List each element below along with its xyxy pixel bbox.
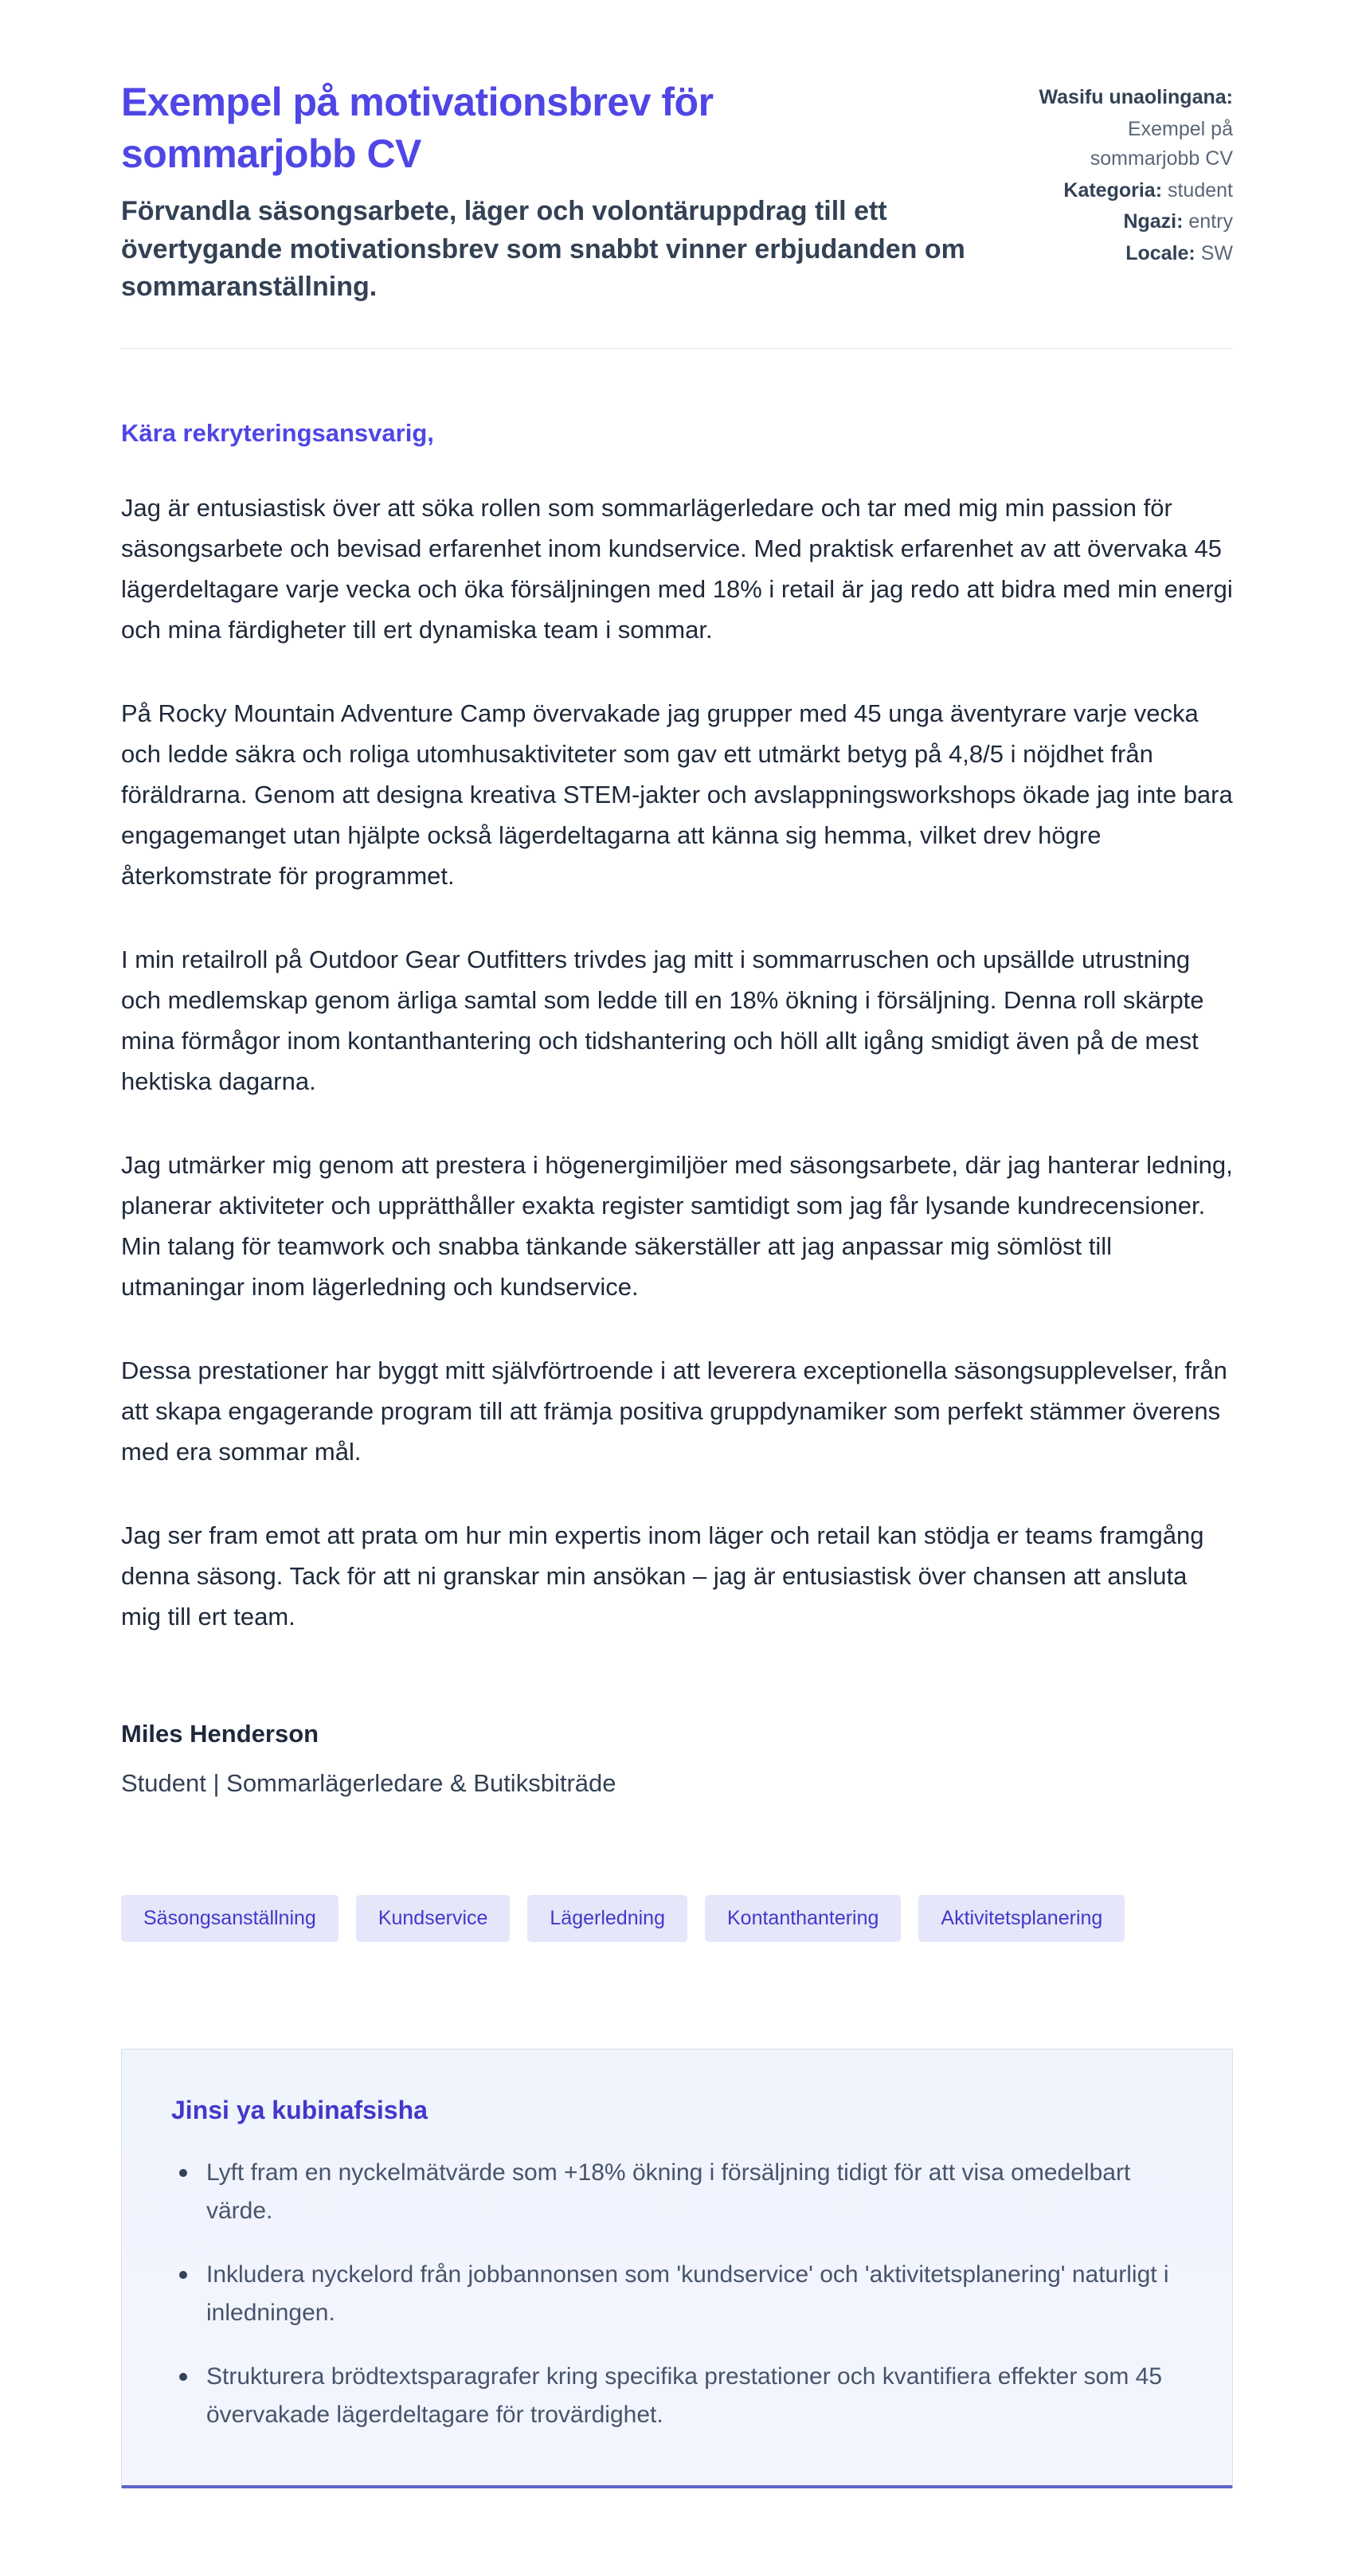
page-title: Exempel på motivationsbrev för sommarjobb CV <box>121 80 714 176</box>
tip-item-2: Inkludera nyckelord från jobbannonsen som 'kundservice' och 'aktivitetsplanering' naturligt i inledningen. <box>171 2256 1183 2332</box>
letter-paragraph-6: Jag ser fram emot att prata om hur min expertis inom läger och retail kan stödja er teams framgång denna säsong. Tack för att ni granskar min ansökan – jag är entusiastisk över chansen att ansluta mig till ert team. <box>121 1521 1204 1631</box>
letter-greeting: Kära rekryteringsansvarig, <box>121 418 434 447</box>
meta-locale <box>1026 239 1233 269</box>
meta-level-value: entry <box>1188 210 1233 233</box>
meta-matching-label: Wasifu unaolingana: <box>1039 86 1233 108</box>
letter-paragraph-5: Dessa prestationer har byggt mitt självförtroende i att leverera exceptionella säsongsupplevelser, från att skapa engagerande program till att främja positiva gruppdynamiker som perfekt stämmer överens med era sommar mål. <box>121 1356 1227 1466</box>
tag-badge-cash-handling: Kontanthantering <box>705 1895 901 1942</box>
header-left <box>121 76 970 307</box>
tip-item-3: Strukturera brödtextsparagrafer kring specifika prestationer och kvantifiera effekter som 45 övervakade lägerdeltagare för trovärdighet. <box>171 2358 1183 2434</box>
header <box>121 76 1233 307</box>
header-divider <box>121 348 1233 349</box>
letter-paragraph-1: Jag är entusiastisk över att söka rollen som sommarlägerledare och tar med mig min passion för säsongsarbete och bevisad erfarenhet inom kundservice. Med praktisk erfarenhet av att övervaka 45 lägerdeltagare varje vecka och öka försäljningen med 18% i retail är jag redo att bidra med min energi och mina färdigheter till ert dynamiska team i sommar. <box>121 493 1233 644</box>
meta-level <box>1026 207 1233 237</box>
letter-paragraph-3: I min retailroll på Outdoor Gear Outfitters trivdes jag mitt i sommarruschen och upsällde utrustning och medlemskap genom ärliga samtal som ledde till en 18% ökning i försäljning. Denna roll skärpte mina förmågor inom kontanthantering och tidshantering och höll allt igång smidigt även på de mest hektiska dagarna. <box>121 945 1204 1095</box>
tag-list <box>121 1895 1233 1942</box>
meta-category <box>1026 176 1233 206</box>
meta-category-value: student <box>1167 178 1233 202</box>
tips-box <box>121 2049 1233 2488</box>
tag-badge-customer-service: Kundservice <box>356 1895 511 1942</box>
letter-paragraph-4: Jag utmärker mig genom att prestera i högenergimiljöer med säsongsarbete, där jag hanterar ledning, planerar aktiviteter och upprätthåller exakta register samtidigt som jag får lysande kundrecensioner. Min talang för teamwork och snabba tänkande säkerställer att jag anpassar mig sömlöst till utmaningar inom lägerledning och kundservice. <box>121 1150 1233 1301</box>
meta-category-label: Kategoria: <box>1063 178 1163 202</box>
meta-panel <box>1026 81 1233 268</box>
signature-role: Student | Sommarlägerledare & Butiksbiträde <box>121 1768 616 1797</box>
letter-paragraph-2: På Rocky Mountain Adventure Camp övervakade jag grupper med 45 unga äventyrare varje vecka och ledde säkra och roliga utomhusaktiviteter som gav ett utmärkt betyg på 4,8/5 i nöjdhet från föräldrarna. Genom att designa kreativa STEM-jakter och avslappningsworkshops ökade jag inte bara engagemanget utan hjälpte också lägerdeltagarna att känna sig hemma, vilket drev högre återkomstrate för programmet. <box>121 699 1233 890</box>
tag-badge-camp-management: Lägerledning <box>527 1895 687 1942</box>
tag-badge-seasonal: Säsongsanställning <box>121 1895 338 1942</box>
letter-body <box>121 419 1233 1798</box>
meta-level-label: Ngazi: <box>1123 210 1184 233</box>
meta-matching-value: Exempel på sommarjobb CV <box>1090 117 1233 170</box>
meta-locale-label: Locale: <box>1125 241 1196 264</box>
tips-list <box>171 2154 1183 2434</box>
tag-badge-activity-planning: Aktivitetsplanering <box>918 1895 1125 1942</box>
tip-item-1: Lyft fram en nyckelmätvärde som +18% ökning i försäljning tidigt för att visa omedelbart värde. <box>171 2154 1183 2230</box>
tips-title: Jinsi ya kubinafsisha <box>171 2095 428 2124</box>
page-subtitle: Förvandla säsongsarbete, läger och volontäruppdrag till ett övertygande motivationsbrev som snabbt vinner erbjudanden om sommaranställning. <box>121 196 965 303</box>
signature-name: Miles Henderson <box>121 1719 319 1748</box>
meta-locale-value: SW <box>1200 241 1233 264</box>
